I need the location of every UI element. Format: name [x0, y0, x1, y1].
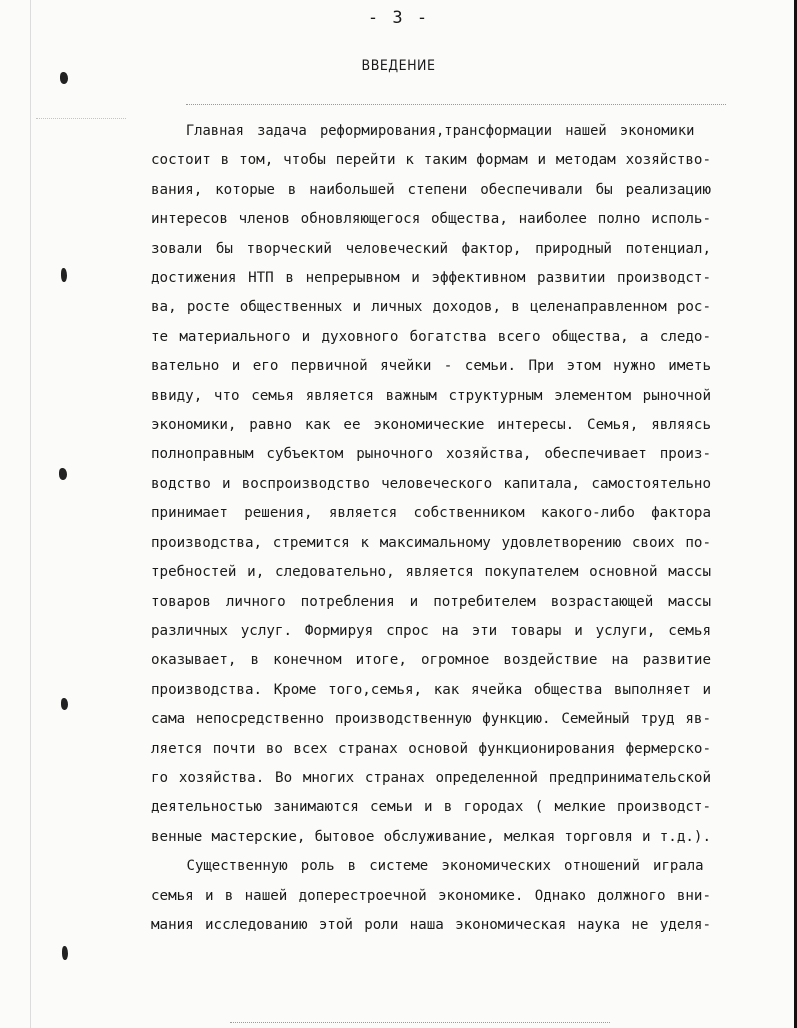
text-line: вательно и его первичной ячейки - семьи. При этом нужно иметь [151, 358, 711, 375]
text-line: полноправным субъектом рыночного хозяйства, обеспечивает произ- [151, 446, 711, 463]
text-line: вания, которые в наибольшей степени обеспечивали бы реализацию [151, 181, 711, 198]
page-left-shadow [30, 0, 31, 1028]
text-line: товаров личного потребления и потребителем возрастающей массы [151, 593, 711, 610]
body-text [151, 117, 711, 940]
text-line: ляется почти во всех странах основой функционирования фермерско- [151, 740, 711, 757]
text-line: ввиду, что семья является важным структурным элементом рыночной [151, 387, 711, 404]
text-line: Главная задача реформирования,трансформации нашей экономики [185, 123, 695, 139]
text-line: различных услуг. Формируя спрос на эти товары и услуги, семья [151, 622, 711, 639]
paragraph-2 [151, 852, 711, 940]
page-number: - 3 - [367, 8, 430, 28]
text-line: достижения НТП в непрерывном и эффективном развитии производст- [151, 270, 711, 287]
text-line: Существенную роль в системе экономических отношений играла [186, 858, 704, 875]
text-line: требностей и, следовательно, является покупателем основной массы [151, 564, 711, 581]
scan-speckle-bottom [230, 1022, 610, 1024]
text-line: экономики, равно как ее экономические интересы. Семья, являясь [151, 417, 711, 434]
text-line: деятельностью занимаются семьи и в городах ( мелкие производст- [151, 799, 711, 816]
scan-speckle-left [36, 118, 126, 120]
text-line: ва, росте общественных и личных доходов, в целенаправленном рос- [151, 299, 711, 316]
text-line: состоит в том, чтобы перейти к таким формам и методам хозяйство- [151, 152, 711, 169]
text-line: оказывает, в конечном итоге, огромное воздействие на развитие [151, 652, 711, 669]
text-line: производства, стремится к максимальному удовлетворению своих по- [151, 534, 711, 551]
margin-mark-5 [62, 946, 68, 960]
text-line: го хозяйства. Во многих странах определенной предпринимательской [151, 769, 711, 786]
text-line: водство и воспроизводство человеческого капитала, самостоятельно [151, 475, 711, 492]
text-line: зовали бы творческий человеческий фактор, природный потенциал, [151, 240, 711, 257]
text-line: интересов членов обновляющегося общества, наиболее полно исполь- [151, 211, 711, 228]
scan-speckle-top [186, 104, 726, 106]
text-line: принимает решения, является собственником какого-либо фактора [151, 505, 711, 522]
margin-mark-4 [61, 698, 68, 710]
text-line: сама непосредственно производственную функцию. Семейный труд яв- [151, 711, 711, 728]
text-line: семья и в нашей доперестроечной экономике. Однако должного вни- [151, 887, 711, 904]
text-line: мания исследованию этой роли наша экономическая наука не уделя- [151, 916, 711, 933]
text-line: производства. Кроме того,семья, как ячейка общества выполняет и [151, 681, 711, 698]
paragraph-1 [151, 117, 711, 852]
text-line: венные мастерские, бытовое обслуживание, мелкая торговля и т.д.). [151, 828, 711, 845]
text-line: те материального и духовного богатства всего общества, а следо- [151, 328, 711, 345]
margin-mark-2 [61, 268, 67, 282]
margin-mark-3 [59, 468, 67, 480]
section-heading: ВВЕДЕНИЕ [361, 58, 436, 74]
